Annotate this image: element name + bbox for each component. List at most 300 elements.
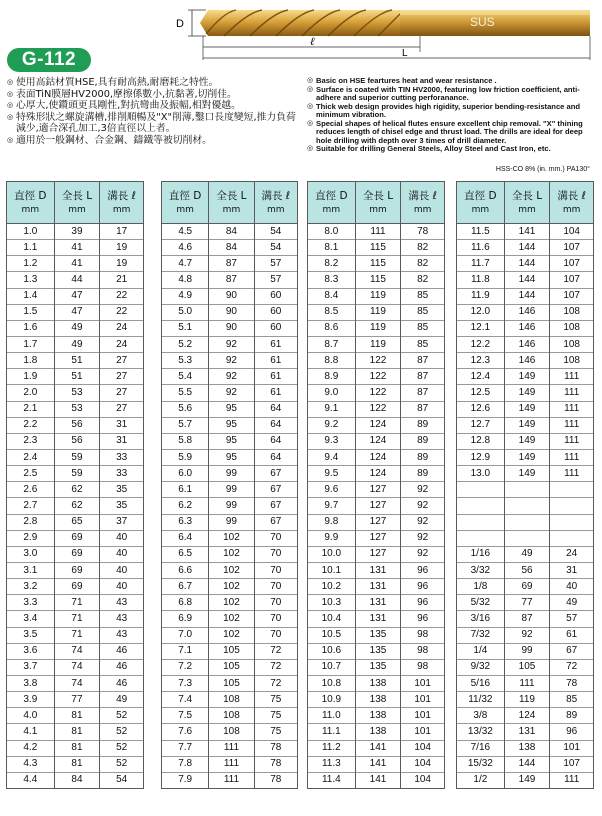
cell-total-length: 111 (209, 756, 254, 772)
bullet-icon: ◎ (307, 119, 314, 127)
feature-item (7, 77, 303, 89)
cell-flute-length: 92 (401, 498, 445, 514)
cell-flute-length: 82 (401, 240, 445, 256)
table-row (308, 514, 445, 530)
cell-flute-length: 82 (401, 256, 445, 272)
header-diameter-label: 直徑 D (315, 189, 348, 202)
cell-diameter: 5/32 (457, 595, 505, 611)
cell-total-length: 87 (209, 272, 254, 288)
cell-diameter: 7.7 (162, 740, 209, 756)
cell-diameter: 11.4 (308, 772, 356, 788)
table-row (7, 385, 144, 401)
cell-flute-length: 61 (254, 353, 297, 369)
cell-flute-length: 27 (100, 401, 144, 417)
cell-diameter: 9.3 (308, 433, 356, 449)
cell-diameter: 1.1 (7, 240, 55, 256)
cell-total-length: 141 (355, 740, 401, 756)
cell-flute-length: 98 (401, 659, 445, 675)
table-row (308, 240, 445, 256)
cell-flute-length: 85 (401, 336, 445, 352)
cell-total-length: 146 (504, 336, 550, 352)
cell-total-length: 111 (209, 772, 254, 788)
cell-flute-length: 107 (550, 272, 594, 288)
header-flute-length-unit: mm (562, 204, 581, 215)
bullet-icon: ◎ (307, 77, 314, 84)
cell-flute-length: 33 (100, 449, 144, 465)
table-row (457, 288, 594, 304)
cell-total-length: 102 (209, 562, 254, 578)
cell-diameter: 6.6 (162, 562, 209, 578)
cell-flute-length: 111 (550, 417, 594, 433)
cell-flute-length: 101 (401, 692, 445, 708)
bullet-icon: ◎ (7, 78, 14, 86)
cell-flute-length: 70 (254, 627, 297, 643)
cell-total-length: 62 (54, 498, 100, 514)
cell-total-length: 56 (504, 562, 550, 578)
cell-diameter: 10.3 (308, 595, 356, 611)
cell-total-length: 131 (504, 724, 550, 740)
cell-flute-length: 60 (254, 320, 297, 336)
cell-diameter: 12.2 (457, 336, 505, 352)
cell-flute-length (550, 530, 594, 546)
cell-flute-length: 54 (254, 240, 297, 256)
table-row (308, 579, 445, 595)
header-diameter (7, 182, 55, 224)
cell-total-length: 77 (54, 692, 100, 708)
cell-flute-length: 24 (100, 336, 144, 352)
feature-text: 心厚大,使鑽頭更具剛性,對抗彎曲及振幅,相對優越。 (16, 100, 241, 112)
cell-flute-length (550, 514, 594, 530)
cell-diameter: 3.9 (7, 692, 55, 708)
cell-flute-length: 49 (100, 692, 144, 708)
cell-flute-length: 61 (254, 336, 297, 352)
header-total-length-unit: mm (222, 204, 241, 215)
cell-total-length: 102 (209, 595, 254, 611)
cell-diameter: 4.1 (7, 724, 55, 740)
cell-flute-length: 107 (550, 256, 594, 272)
table-row (7, 772, 144, 788)
table-row (457, 546, 594, 562)
cell-diameter: 4.7 (162, 256, 209, 272)
cell-diameter: 12.7 (457, 417, 505, 433)
cell-diameter: 4.0 (7, 708, 55, 724)
cell-flute-length: 57 (550, 611, 594, 627)
table-row (7, 256, 144, 272)
cell-diameter: 6.0 (162, 466, 209, 482)
cell-diameter: 6.9 (162, 611, 209, 627)
cell-flute-length: 40 (100, 562, 144, 578)
header-flute-length-unit: mm (112, 204, 131, 215)
cell-total-length: 111 (209, 740, 254, 756)
cell-flute-length: 111 (550, 385, 594, 401)
cell-diameter: 11.9 (457, 288, 505, 304)
header-total-length (54, 182, 100, 224)
cell-total-length: 81 (54, 708, 100, 724)
cell-diameter: 11.8 (457, 272, 505, 288)
cell-flute-length: 57 (254, 256, 297, 272)
cell-flute-length: 78 (254, 740, 297, 756)
table-row (162, 514, 298, 530)
cell-total-length: 51 (54, 369, 100, 385)
cell-total-length: 127 (355, 498, 401, 514)
cell-total-length: 115 (355, 256, 401, 272)
table-row (7, 498, 144, 514)
cell-total-length: 87 (504, 611, 550, 627)
table-row (457, 595, 594, 611)
cell-total-length: 149 (504, 401, 550, 417)
cell-diameter: 5.6 (162, 401, 209, 417)
table-row (308, 304, 445, 320)
cell-diameter: 2.8 (7, 514, 55, 530)
cell-total-length: 92 (209, 336, 254, 352)
cell-total-length (504, 482, 550, 498)
cell-diameter: 12.9 (457, 449, 505, 465)
cell-total-length: 144 (504, 256, 550, 272)
table-row (162, 272, 298, 288)
header-diameter-label: 直徑 D (168, 189, 202, 202)
table-row (308, 482, 445, 498)
cell-total-length: 99 (209, 498, 254, 514)
cell-diameter: 6.3 (162, 514, 209, 530)
table-row (162, 385, 298, 401)
table-row (308, 336, 445, 352)
table-row (457, 433, 594, 449)
cell-diameter: 10.4 (308, 611, 356, 627)
header-flute-length (254, 182, 297, 224)
cell-total-length: 146 (504, 353, 550, 369)
cell-flute-length: 92 (401, 530, 445, 546)
cell-total-length: 108 (209, 724, 254, 740)
cell-diameter: 13.0 (457, 466, 505, 482)
feature-item (7, 112, 303, 135)
header-flute-length (550, 182, 594, 224)
cell-total-length: 144 (504, 288, 550, 304)
cell-flute-length: 70 (254, 562, 297, 578)
cell-total-length: 135 (355, 659, 401, 675)
cell-total-length: 90 (209, 320, 254, 336)
cell-total-length: 105 (209, 675, 254, 691)
cell-total-length: 149 (504, 417, 550, 433)
table-row (162, 579, 298, 595)
header-total-length-unit: mm (369, 204, 387, 215)
header-diameter-label: 直徑 D (14, 189, 47, 202)
table-row (162, 659, 298, 675)
cell-diameter: 2.4 (7, 449, 55, 465)
cell-flute-length: 96 (401, 579, 445, 595)
cell-diameter: 10.7 (308, 659, 356, 675)
cell-flute-length: 82 (401, 272, 445, 288)
cell-total-length (504, 514, 550, 530)
cell-flute-length: 37 (100, 514, 144, 530)
cell-diameter: 3.7 (7, 659, 55, 675)
table-row (7, 562, 144, 578)
size-table-2 (161, 181, 298, 789)
cell-total-length: 90 (209, 288, 254, 304)
table-row (457, 756, 594, 772)
table-row (457, 675, 594, 691)
table-row (457, 417, 594, 433)
table-row (162, 643, 298, 659)
table-row (457, 643, 594, 659)
cell-diameter: 10.5 (308, 627, 356, 643)
table-row (7, 417, 144, 433)
table-row (457, 530, 594, 546)
header-total-length-label: 全長 L (511, 189, 543, 202)
table-row (162, 530, 298, 546)
cell-diameter: 12.4 (457, 369, 505, 385)
table-header-row (457, 182, 594, 224)
cell-flute-length: 98 (401, 643, 445, 659)
cell-flute-length: 87 (401, 369, 445, 385)
cell-diameter: 1/8 (457, 579, 505, 595)
cell-total-length: 124 (504, 708, 550, 724)
header-flute-length (401, 182, 445, 224)
cell-flute-length: 46 (100, 659, 144, 675)
cell-diameter: 2.5 (7, 466, 55, 482)
cell-diameter: 11.2 (308, 740, 356, 756)
table-row (162, 740, 298, 756)
bullet-icon: ◎ (7, 101, 14, 110)
cell-flute-length: 107 (550, 756, 594, 772)
cell-total-length: 138 (355, 724, 401, 740)
table-row (457, 320, 594, 336)
cell-diameter (457, 482, 505, 498)
cell-diameter: 5.9 (162, 449, 209, 465)
cell-flute-length: 72 (254, 643, 297, 659)
cell-diameter: 1.2 (7, 256, 55, 272)
bullet-icon: ◎ (307, 85, 314, 93)
cell-flute-length: 78 (401, 224, 445, 240)
cell-total-length: 81 (54, 756, 100, 772)
feature-text: 表面TiN膜層HV2000,摩擦係數小,抗黏著,切削佳。 (16, 88, 237, 100)
cell-diameter: 7.4 (162, 692, 209, 708)
table-row (162, 466, 298, 482)
table-row (308, 627, 445, 643)
table-row (308, 401, 445, 417)
cell-total-length: 115 (355, 272, 401, 288)
cell-diameter: 4.3 (7, 756, 55, 772)
table-row (457, 449, 594, 465)
cell-total-length: 124 (355, 417, 401, 433)
cell-diameter: 3.5 (7, 627, 55, 643)
cell-flute-length: 101 (401, 724, 445, 740)
cell-flute-length: 67 (254, 514, 297, 530)
header-diameter (457, 182, 505, 224)
header-flute-length-unit: mm (413, 204, 432, 215)
cell-total-length: 119 (355, 288, 401, 304)
table-row (308, 417, 445, 433)
cell-total-length (504, 530, 550, 546)
cell-flute-length: 85 (401, 320, 445, 336)
cell-total-length: 127 (355, 482, 401, 498)
table-row (162, 482, 298, 498)
cell-diameter: 12.6 (457, 401, 505, 417)
table-row (162, 772, 298, 788)
cell-flute-length: 111 (550, 401, 594, 417)
cell-flute-length: 21 (100, 272, 144, 288)
cell-flute-length: 78 (254, 756, 297, 772)
table-row (162, 320, 298, 336)
cell-diameter: 3.2 (7, 579, 55, 595)
cell-diameter: 11.6 (457, 240, 505, 256)
table-row (308, 708, 445, 724)
cell-flute-length: 78 (550, 675, 594, 691)
cell-flute-length: 108 (550, 320, 594, 336)
table-row (457, 482, 594, 498)
cell-flute-length: 40 (100, 546, 144, 562)
size-table-3 (307, 181, 445, 789)
feature-item (7, 135, 303, 147)
cell-total-length: 47 (54, 304, 100, 320)
cell-total-length: 141 (504, 224, 550, 240)
cell-total-length: 108 (209, 692, 254, 708)
cell-diameter: 12.8 (457, 433, 505, 449)
cell-total-length: 71 (54, 627, 100, 643)
cell-total-length: 74 (54, 643, 100, 659)
cell-total-length: 39 (54, 224, 100, 240)
cell-total-length: 146 (504, 320, 550, 336)
table-row (308, 498, 445, 514)
cell-diameter: 1/16 (457, 546, 505, 562)
cell-flute-length: 85 (401, 288, 445, 304)
cell-total-length: 74 (54, 659, 100, 675)
header-total-length (355, 182, 401, 224)
feature-text: Basic on HSE feartures heat and wear resistance . (316, 76, 497, 85)
table-row (162, 353, 298, 369)
cell-diameter: 10.8 (308, 675, 356, 691)
cell-flute-length: 104 (401, 772, 445, 788)
cell-total-length: 124 (355, 433, 401, 449)
table-row (7, 756, 144, 772)
feature-text: Suitable for drilling General Steels, Alloy Steel and Cast Iron, etc. (316, 144, 551, 153)
table-row (7, 224, 144, 240)
table-header-row (162, 182, 298, 224)
cell-total-length: 115 (355, 240, 401, 256)
cell-diameter: 2.3 (7, 433, 55, 449)
table-row (7, 304, 144, 320)
cell-flute-length: 54 (254, 224, 297, 240)
cell-total-length: 138 (504, 740, 550, 756)
cell-flute-length: 70 (254, 595, 297, 611)
table-header-row (7, 182, 144, 224)
header-flute-length-label: 溝長 ℓ (107, 189, 136, 202)
cell-diameter: 8.4 (308, 288, 356, 304)
cell-total-length: 124 (355, 466, 401, 482)
cell-total-length: 53 (54, 401, 100, 417)
table-row (308, 692, 445, 708)
cell-diameter: 5.1 (162, 320, 209, 336)
table-row (162, 498, 298, 514)
cell-total-length: 81 (54, 724, 100, 740)
cell-diameter: 7.9 (162, 772, 209, 788)
cell-flute-length: 75 (254, 708, 297, 724)
cell-diameter: 4.8 (162, 272, 209, 288)
cell-total-length: 95 (209, 449, 254, 465)
cell-total-length: 102 (209, 627, 254, 643)
cell-total-length: 59 (54, 466, 100, 482)
cell-total-length: 102 (209, 611, 254, 627)
cell-total-length: 119 (504, 692, 550, 708)
cell-flute-length: 22 (100, 288, 144, 304)
table-row (457, 224, 594, 240)
cell-total-length: 108 (209, 708, 254, 724)
cell-diameter: 8.7 (308, 336, 356, 352)
dim-l-total-label: L (402, 48, 408, 59)
cell-diameter: 4.4 (7, 772, 55, 788)
cell-diameter: 2.1 (7, 401, 55, 417)
table-row (308, 675, 445, 691)
cell-total-length: 71 (54, 611, 100, 627)
cell-flute-length: 75 (254, 724, 297, 740)
cell-diameter: 10.1 (308, 562, 356, 578)
cell-flute-length: 85 (401, 304, 445, 320)
size-table-1 (6, 181, 144, 789)
table-row (162, 369, 298, 385)
cell-flute-length: 61 (550, 627, 594, 643)
cell-flute-length: 70 (254, 611, 297, 627)
cell-diameter: 3.6 (7, 643, 55, 659)
cell-diameter (457, 514, 505, 530)
table-row (7, 353, 144, 369)
cell-diameter: 7.5 (162, 708, 209, 724)
table-row (162, 708, 298, 724)
cell-total-length: 69 (504, 579, 550, 595)
header-total-length (209, 182, 254, 224)
cell-flute-length (550, 498, 594, 514)
cell-flute-length: 67 (254, 482, 297, 498)
cell-diameter: 5.0 (162, 304, 209, 320)
cell-flute-length: 24 (100, 320, 144, 336)
cell-diameter: 3/32 (457, 562, 505, 578)
cell-total-length: 44 (54, 272, 100, 288)
cell-diameter: 1.8 (7, 353, 55, 369)
cell-diameter: 1.9 (7, 369, 55, 385)
cell-diameter: 4.5 (162, 224, 209, 240)
table-row (308, 433, 445, 449)
bullet-icon: ◎ (307, 145, 314, 152)
table-row (7, 579, 144, 595)
header-total-length-label: 全長 L (216, 189, 247, 202)
cell-total-length: 111 (355, 224, 401, 240)
cell-flute-length: 35 (100, 482, 144, 498)
header-total-length-label: 全長 L (362, 189, 394, 202)
cell-total-length: 131 (355, 595, 401, 611)
cell-flute-length: 87 (401, 385, 445, 401)
cell-diameter: 15/32 (457, 756, 505, 772)
cell-diameter: 9.1 (308, 401, 356, 417)
header-diameter (162, 182, 209, 224)
header-diameter-unit: mm (21, 204, 40, 215)
cell-total-length: 77 (504, 595, 550, 611)
cell-flute-length: 40 (100, 530, 144, 546)
cell-diameter: 8.9 (308, 369, 356, 385)
table-row (7, 643, 144, 659)
cell-diameter: 3/8 (457, 708, 505, 724)
table-row (7, 708, 144, 724)
table-row (457, 514, 594, 530)
table-row (308, 385, 445, 401)
cell-flute-length: 72 (550, 659, 594, 675)
cell-flute-length: 67 (550, 643, 594, 659)
cell-total-length: 144 (504, 756, 550, 772)
table-row (7, 514, 144, 530)
cell-flute-length: 52 (100, 756, 144, 772)
features-english (307, 77, 599, 154)
cell-total-length: 56 (54, 417, 100, 433)
table-row (7, 740, 144, 756)
table-row (308, 740, 445, 756)
table-row (162, 611, 298, 627)
